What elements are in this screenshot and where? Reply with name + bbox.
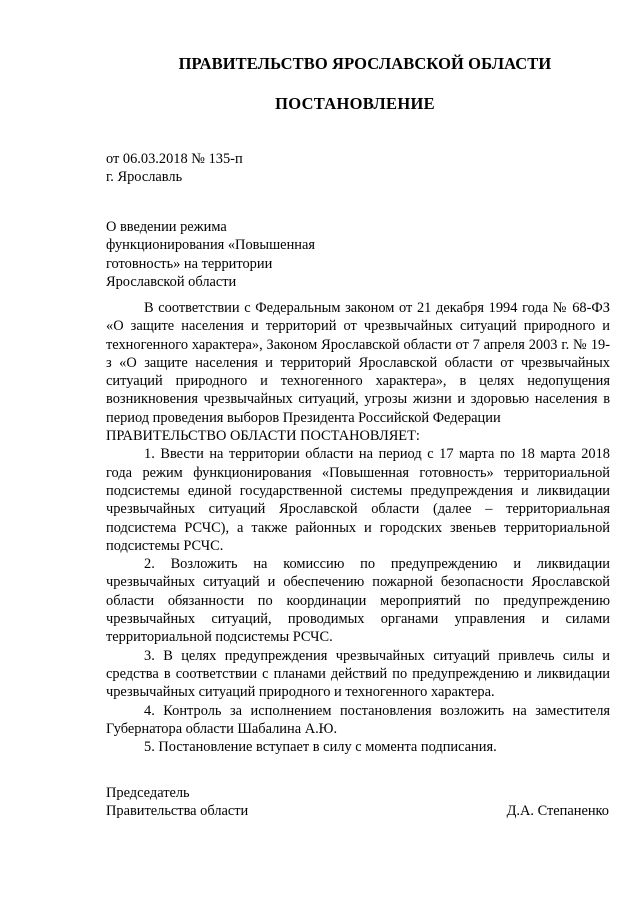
- signatory-title-line2: Правительства области: [106, 803, 249, 820]
- signature-row: [106, 802, 610, 820]
- document-body: [106, 299, 610, 756]
- item-paragraph-3: 3. В целях предупреждения чрезвычайных ситуаций привлечь силы и средства в соответствии с планами действий по предупреждению и ликвидации чрезвычайных ситуаций природного и техногенного характера.: [106, 647, 610, 701]
- item-paragraph-4: 4. Контроль за исполнением постановления возложить на заместителя Губернатора области Шабалина А.Ю.: [106, 702, 610, 737]
- preamble-paragraph: В соответствии с Федеральным законом от 21 декабря 1994 года № 68-ФЗ «О защите населения и территорий от чрезвычайных ситуаций природного и техногенного характера», Законом Ярославской области от 7 апреля 2003 г. № 19-з «О защите населения и территорий Ярославской области от чрезвычайных ситуаций природного и техногенного характера», в целях недопущения возникновения чрезвычайных ситуаций, угрозы жизни и здоровью населения в период проведения выборов Президента Российской Федерации: [106, 300, 610, 426]
- subject-line: Ярославской области: [106, 273, 237, 290]
- document-meta: [106, 150, 406, 187]
- date-number: от 06.03.2018 № 135-п: [106, 151, 243, 167]
- resolves-heading: ПРАВИТЕЛЬСТВО ОБЛАСТИ ПОСТАНОВЛЯЕТ:: [106, 428, 420, 445]
- subject-line: готовность» на территории: [106, 255, 273, 272]
- signature-block: [106, 784, 610, 821]
- item-paragraph-5: 5. Постановление вступает в силу с момента подписания.: [144, 739, 497, 756]
- item-paragraph-2: 2. Возложить на комиссию по предупреждению и ликвидации чрезвычайных ситуаций и обеспечению пожарной безопасности Ярославской области обязанности по координации мероприятий по предупреждению чрезвычайных ситуаций, проводимых органами управления и силами территориальной подсистемы РСЧС.: [106, 556, 610, 646]
- signatory-name: Д.А. Степаненко: [506, 803, 609, 820]
- subject-line: функционирования «Повышенная: [106, 237, 315, 254]
- item-paragraph-1: 1. Ввести на территории области на период с 17 марта по 18 марта 2018 года режим функционирования «Повышенная готовность» территориальной подсистемы единой государственной системы предупреждения и ликвидации чрезвычайных ситуаций Ярославской области (далее – территориальная подсистема РСЧС), а также районных и городских звеньев территориальной подсистемы РСЧС.: [106, 446, 610, 554]
- document-subject: [106, 218, 346, 291]
- document-type-title: ПОСТАНОВЛЕНИЕ: [275, 94, 435, 113]
- city: г. Ярославль: [106, 169, 183, 186]
- government-title: ПРАВИТЕЛЬСТВО ЯРОСЛАВСКОЙ ОБЛАСТИ: [178, 54, 552, 73]
- subject-line: О введении режима: [106, 219, 227, 235]
- signatory-title-line1: Председатель: [106, 785, 190, 801]
